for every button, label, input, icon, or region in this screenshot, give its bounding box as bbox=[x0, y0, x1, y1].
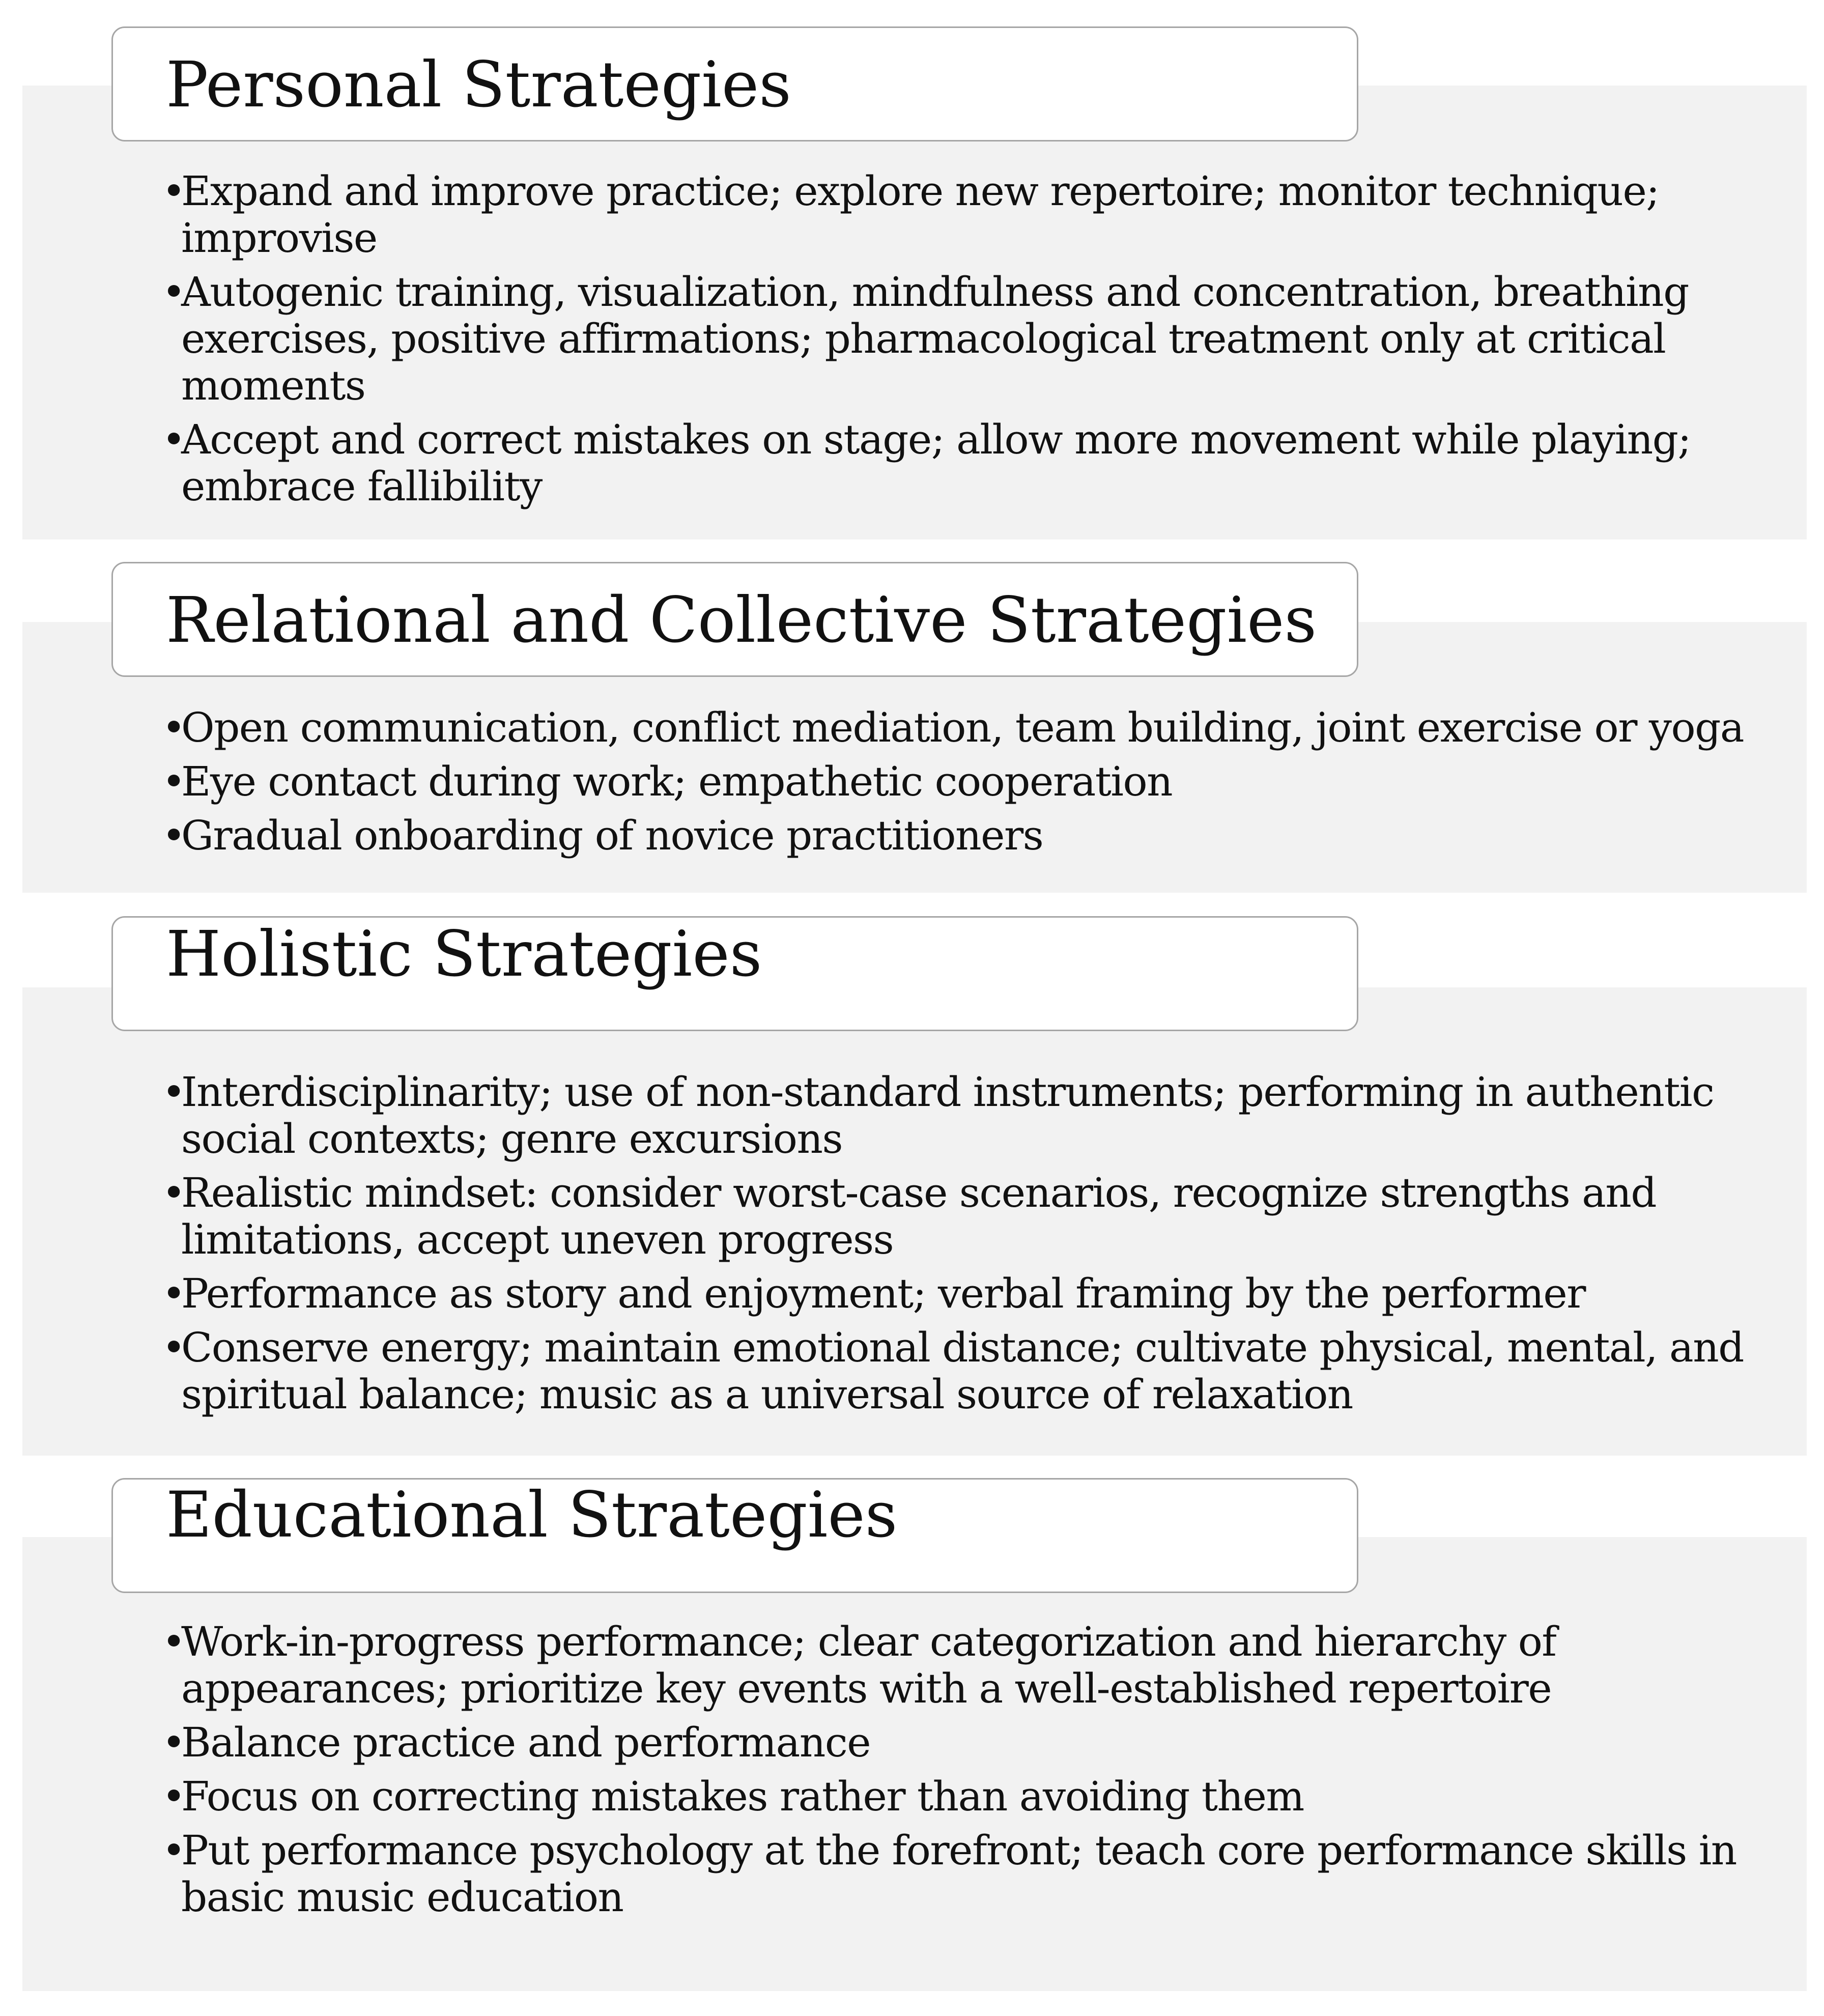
bullet-item bbox=[162, 1170, 1714, 1263]
bullet-text-line: Gradual onboarding of novice practitioners bbox=[181, 812, 1043, 859]
bullet-dot: • bbox=[162, 167, 185, 215]
bullet-dot: • bbox=[162, 1719, 185, 1766]
bullet-item bbox=[162, 704, 1744, 751]
bullet-dot: • bbox=[162, 1773, 185, 1820]
section-header-box bbox=[111, 916, 1358, 1031]
bullet-item bbox=[162, 1069, 1714, 1162]
bullet-text-line: Work-in-progress performance; clear categorization and hierarchy of bbox=[181, 1618, 1556, 1665]
bullet-item bbox=[162, 1270, 1714, 1317]
bullet-dot: • bbox=[162, 704, 185, 751]
section-header-box bbox=[111, 1478, 1358, 1593]
bullet-item bbox=[162, 168, 1714, 262]
section-header-box bbox=[111, 562, 1358, 677]
bullet-list bbox=[162, 168, 1714, 517]
bullet-item bbox=[162, 812, 1714, 859]
bullet-text-line: Realistic mindset: consider worst-case scenarios, recognize strengths and bbox=[181, 1169, 1657, 1216]
bullet-list bbox=[162, 1618, 1736, 1928]
bullet-text-line: basic music education bbox=[181, 1873, 623, 1921]
bullet-item bbox=[162, 758, 1714, 805]
bullet-text-line: spiritual balance; music as a universal source of relaxation bbox=[181, 1371, 1353, 1418]
bullet-dot: • bbox=[162, 1270, 185, 1317]
bullet-item bbox=[162, 1719, 1714, 1766]
bullet-item bbox=[162, 1619, 1714, 1712]
bullet-dot: • bbox=[162, 1169, 185, 1216]
bullet-text-line: Accept and correct mistakes on stage; allow more movement while playing; bbox=[181, 416, 1691, 463]
bullet-text-line: limitations, accept uneven progress bbox=[181, 1216, 894, 1263]
bullet-text-line: social contexts; genre excursions bbox=[181, 1115, 843, 1162]
bullet-text-line: Conserve energy; maintain emotional distance; cultivate physical, mental, and bbox=[181, 1324, 1744, 1371]
bullet-text-line: Focus on correcting mistakes rather than avoiding them bbox=[181, 1773, 1304, 1820]
bullet-text-line: Expand and improve practice; explore new repertoire; monitor technique; bbox=[181, 167, 1659, 215]
section-header-box bbox=[111, 26, 1358, 141]
bullet-dot: • bbox=[162, 416, 185, 463]
bullet-list bbox=[162, 1068, 1744, 1425]
bullet-dot: • bbox=[162, 1324, 185, 1371]
section-title: Personal Strategies bbox=[166, 48, 791, 122]
bullet-item bbox=[162, 269, 1714, 409]
bullet-item bbox=[162, 1773, 1714, 1820]
bullet-item bbox=[162, 1827, 1736, 1921]
bullet-list bbox=[162, 704, 1744, 866]
bullet-text-line: appearances; prioritize key events with a well-established repertoire bbox=[181, 1665, 1552, 1712]
bullet-text-line: Interdisciplinarity; use of non-standard instruments; performing in authentic bbox=[181, 1068, 1714, 1116]
bullet-text-line: Eye contact during work; empathetic cooperation bbox=[181, 758, 1173, 805]
bullet-item bbox=[162, 416, 1714, 510]
bullet-dot: • bbox=[162, 1068, 185, 1116]
section-title: Educational Strategies bbox=[166, 1479, 898, 1552]
bullet-item bbox=[162, 1324, 1744, 1418]
bullet-text-line: embrace fallibility bbox=[181, 463, 542, 510]
bullet-text-line: Balance practice and performance bbox=[181, 1719, 871, 1766]
bullet-text-line: Performance as story and enjoyment; verbal framing by the performer bbox=[181, 1270, 1585, 1317]
bullet-dot: • bbox=[162, 812, 185, 859]
bullet-text-line: moments bbox=[181, 362, 365, 409]
bullet-text-line: Autogenic training, visualization, mindfulness and concentration, breathing bbox=[181, 268, 1689, 316]
bullet-dot: • bbox=[162, 268, 185, 316]
section-title: Relational and Collective Strategies bbox=[166, 584, 1317, 657]
bullet-dot: • bbox=[162, 758, 185, 805]
bullet-dot: • bbox=[162, 1618, 185, 1665]
bullet-text-line: exercises, positive affirmations; pharmacological treatment only at critical bbox=[181, 315, 1666, 362]
section-title: Holistic Strategies bbox=[166, 918, 762, 991]
bullet-text-line: Open communication, conflict mediation, team building, joint exercise or yoga bbox=[181, 704, 1744, 751]
bullet-text-line: Put performance psychology at the forefront; teach core performance skills in bbox=[181, 1827, 1736, 1874]
bullet-dot: • bbox=[162, 1827, 185, 1874]
bullet-text-line: improvise bbox=[181, 214, 377, 262]
